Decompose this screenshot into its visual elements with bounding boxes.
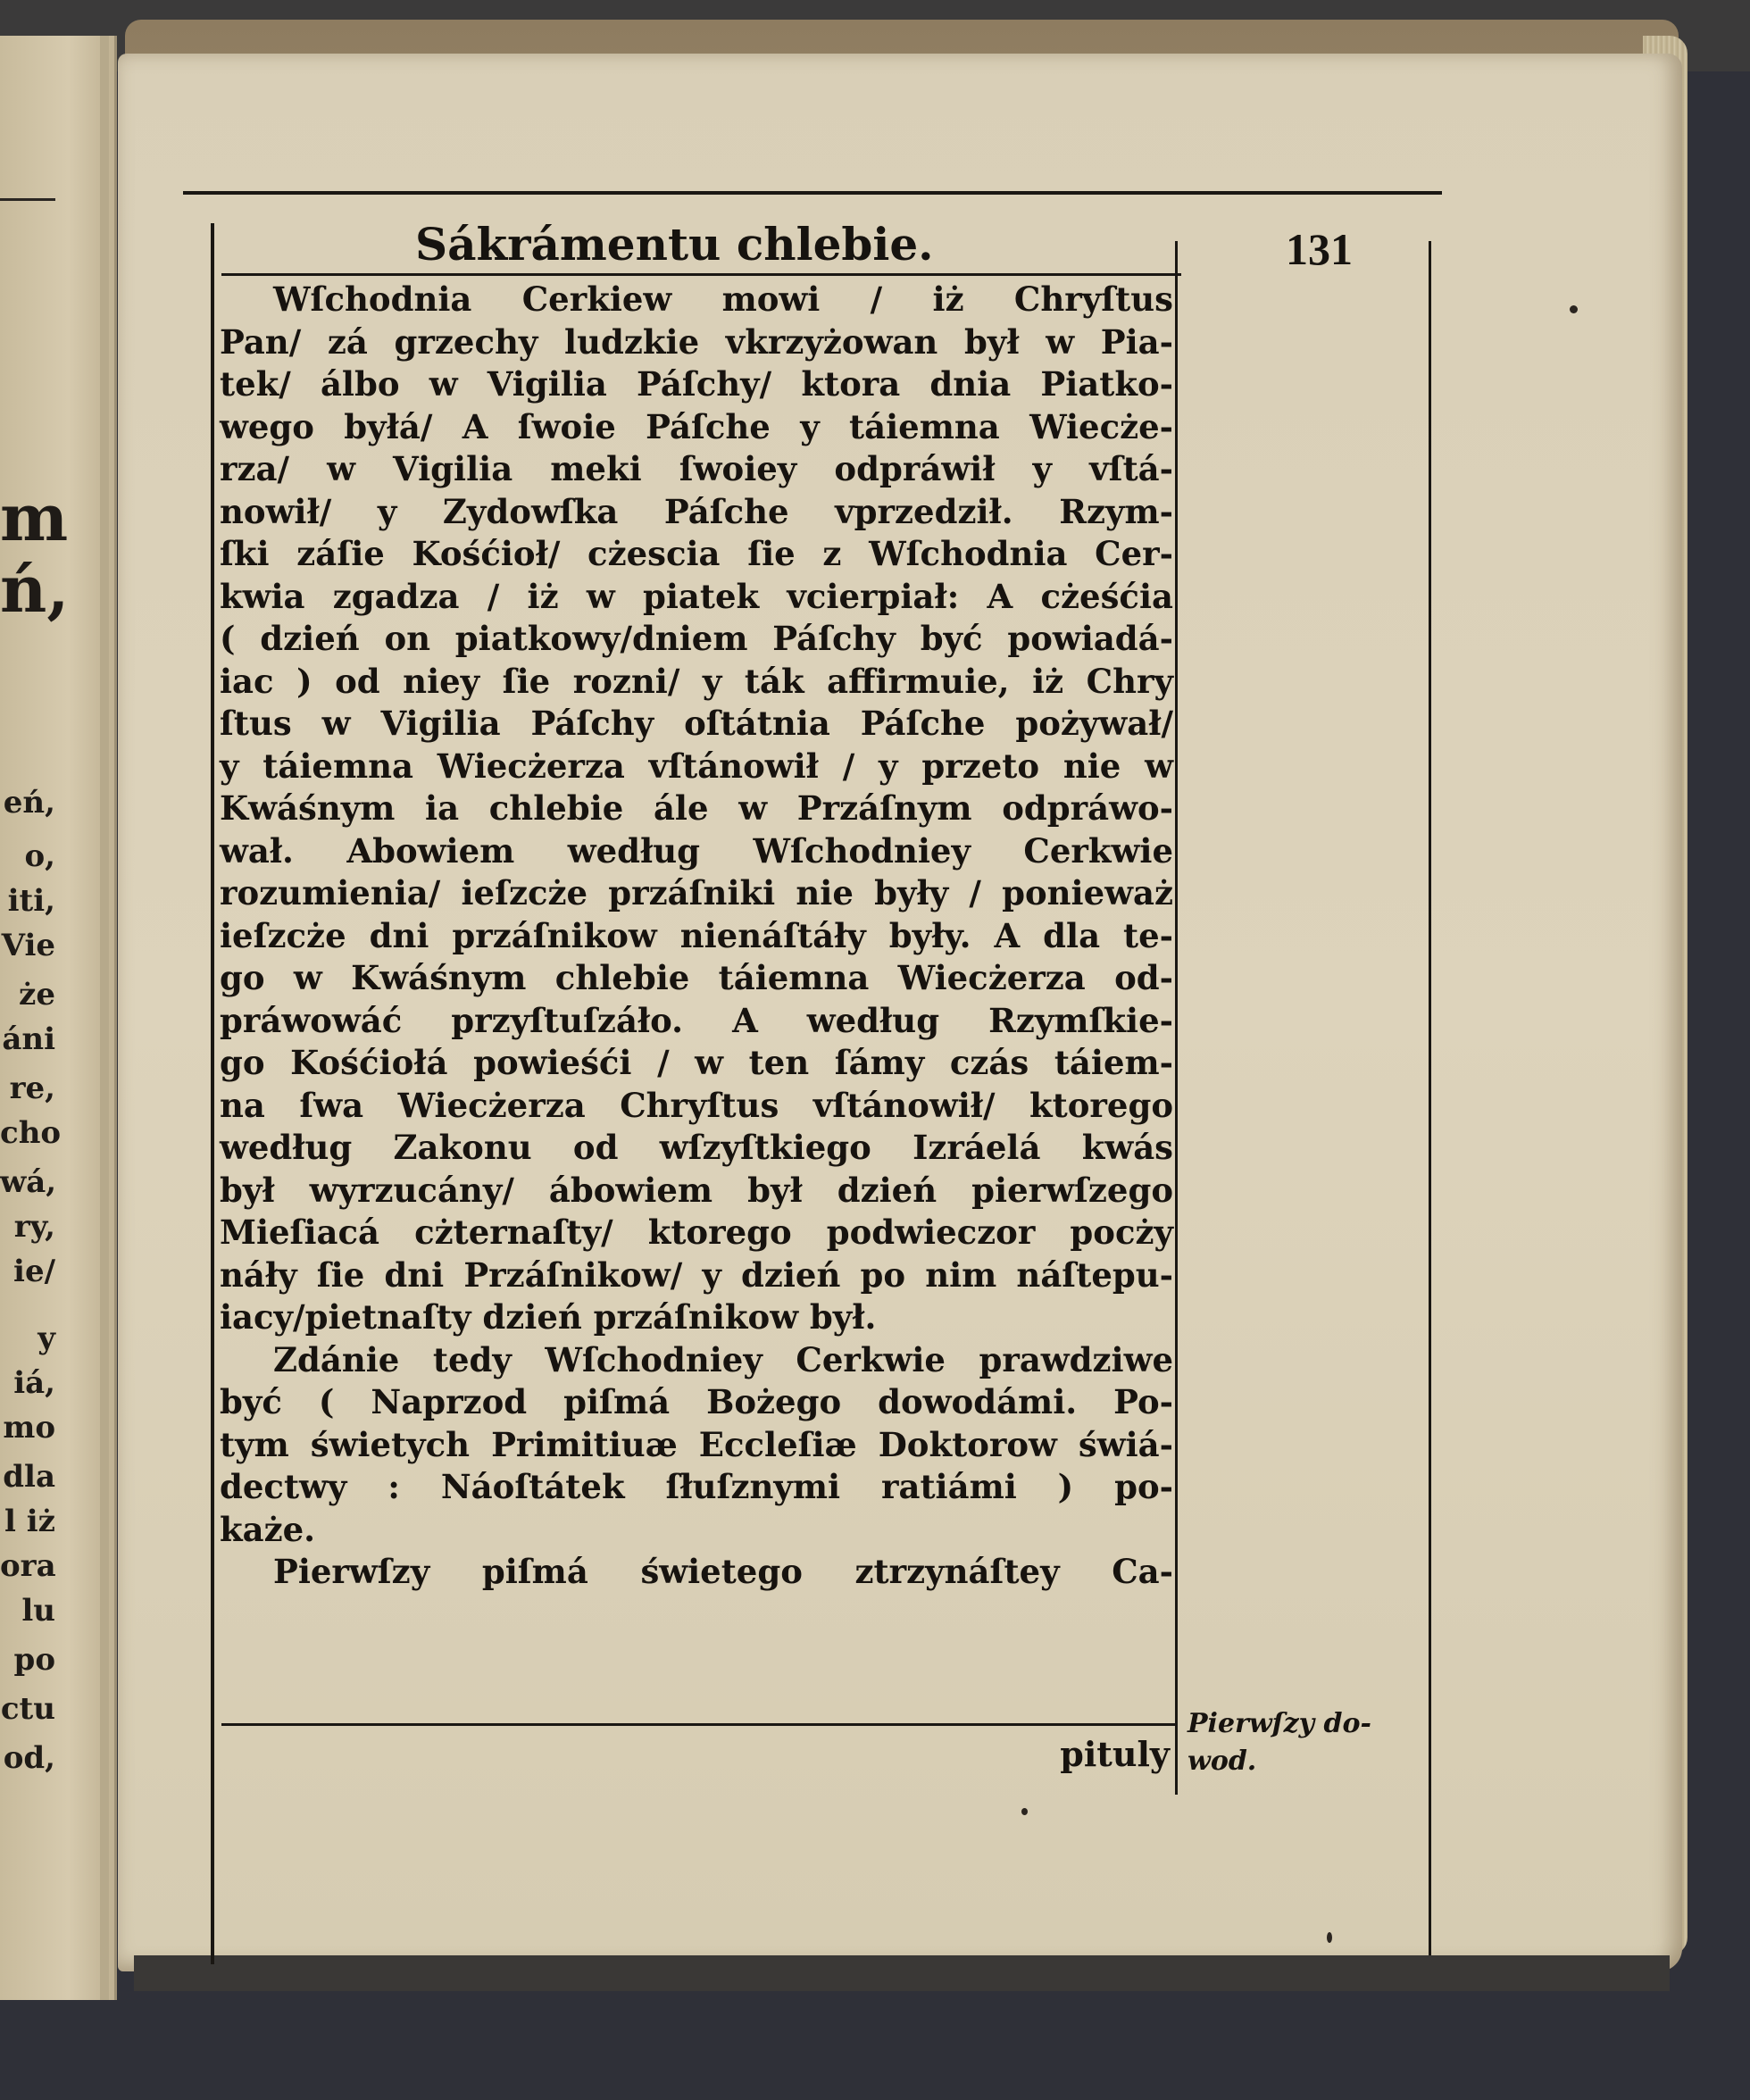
facing-page-fragment: ie/ — [13, 1254, 55, 1289]
text-line: wał. Abowiem według Wſchodniey Cerkwie — [220, 830, 1173, 871]
facing-page-rule — [0, 198, 55, 201]
page-bottom-shadow — [134, 1955, 1670, 1991]
facing-page-fragment: mo — [3, 1410, 55, 1446]
text-line: ſki záſie Kośćioł/ cżescia ſie z Wſchodnia Cer- — [220, 534, 1173, 573]
frame-left-rule — [211, 223, 214, 1964]
text-line: iacy/pietnaſty dzień przáſnikow był. — [220, 1297, 877, 1337]
facing-page-fragment: że — [19, 977, 55, 1012]
facing-page-fragment: m — [0, 479, 69, 555]
text-line: ſtus w Vigilia Páſchy oſtátnia Páſche pożywał/ — [220, 704, 1173, 743]
facing-page-fragment: re, — [9, 1071, 55, 1106]
page-number: 131 — [1286, 224, 1353, 274]
text-line: Kwáśnym ia chlebie ále w Przáſnym odpráwo- — [220, 788, 1173, 828]
facing-page-fragment: ń, — [0, 551, 70, 627]
facing-page-fragment: ctu — [0, 1691, 55, 1727]
facing-page-fragment: y — [38, 1321, 55, 1356]
facing-page-fragment: lu — [21, 1593, 55, 1629]
text-line: być ( Naprzod piſmá Bożego dowodámi. Po- — [220, 1382, 1173, 1421]
text-line: y táiemna Wiecżerza vſtánowił / y przeto nie w — [220, 746, 1173, 786]
text-line: Wſchodnia Cerkiew mowi / iż Chryſtus — [273, 279, 1173, 319]
text-line: náły ſie dni Przáſnikow/ y dzień po nim náſtepu- — [220, 1254, 1173, 1295]
text-line: go Kośćiołá powieśći / w ten ſámy czás táiem- — [220, 1043, 1173, 1082]
facing-page-fragment: o, — [24, 838, 55, 874]
bottom-text-rule — [221, 1723, 1175, 1726]
text-line: tek/ álbo w Vigilia Páſchy/ ktora dnia Piatko- — [220, 364, 1173, 404]
text-line: Mieſiacá cżternaſty/ ktorego podwieczor pocży — [220, 1212, 1173, 1252]
text-line: Pierwſzy piſmá świetego ztrzynáſtey Ca- — [273, 1552, 1173, 1591]
facing-page-fragment: po — [13, 1642, 55, 1678]
margin-note: Pierwſzy do- wod. — [1188, 1708, 1371, 1777]
main-text-block — [220, 279, 1173, 1594]
text-line: kwia zgadza / iż w piatek vcierpiał: A cżeśćia — [220, 576, 1173, 616]
facing-page-fragment: wá, — [0, 1164, 57, 1200]
text-line: Zdánie tedy Wſchodniey Cerkwie prawdziwe — [273, 1339, 1173, 1379]
text-line: tym świetych Primitiuæ Eccleſiæ Doktorow świá- — [220, 1424, 1173, 1464]
ink-speck — [1570, 305, 1578, 313]
facing-page-fragment: áni — [2, 1021, 55, 1057]
facing-page-fragment: iti, — [7, 883, 55, 919]
text-line: ieſzcże dni przáſnikow nienáſtáły były. A dla te- — [220, 915, 1173, 955]
text-column-rule — [1175, 241, 1178, 1795]
ink-speck — [1021, 1808, 1028, 1815]
text-line: na ſwa Wiecżerza Chryſtus vſtánowił/ ktorego — [220, 1085, 1173, 1125]
text-line: iac ) od niey ſie rozni/ y ták affirmuie, iż Chry — [220, 661, 1173, 701]
text-line: nowił/ y Zydowſka Páſche vprzedził. Rzym- — [220, 491, 1173, 531]
text-line: rza/ w Vigilia meki ſwoiey odpráwił y vſtá- — [220, 449, 1173, 488]
text-line: Pan/ zá grzechy ludzkie vkrzyżowan był w Pia- — [220, 321, 1173, 362]
page-fold — [100, 36, 109, 2000]
text-line: każe. — [220, 1509, 316, 1549]
text-line: według Zakonu od wſzyſtkiego Izráelá kwás — [220, 1128, 1173, 1167]
facing-page-fragment: Vie — [1, 928, 55, 963]
text-line: rozumienia/ ieſzcże przáſniki nie były / ponieważ — [220, 873, 1173, 912]
running-head: Sákrámentu chlebie. — [415, 218, 934, 271]
facing-page-fragment: eń, — [3, 785, 55, 821]
facing-page-fragment: ora — [0, 1548, 56, 1584]
text-line: ( dzień on piatkowy/dniem Páſchy być powiadá- — [220, 619, 1173, 658]
text-line: był wyrzucány/ ábowiem był dzień pierwſzego — [220, 1170, 1173, 1210]
text-line: go w Kwáśnym chlebie táiemna Wiecżerza od- — [220, 958, 1173, 997]
frame-right-rule — [1429, 241, 1431, 1955]
facing-page-fragment: od, — [3, 1740, 55, 1776]
catchword: pituly — [1060, 1734, 1170, 1774]
text-line: wego byłá/ A ſwoie Páſche y táiemna Wiecże- — [220, 406, 1173, 446]
facing-page-fragment: l iż — [4, 1504, 55, 1539]
frame-top-rule — [183, 191, 1442, 195]
facing-page-fragment: ry, — [13, 1209, 55, 1245]
text-line: práwowáć przyſtuſzáło. A według Rzymſkie- — [220, 1000, 1173, 1040]
ink-speck — [1327, 1932, 1332, 1943]
facing-page-fragment: iá, — [13, 1365, 55, 1401]
facing-page-fragment: cho — [0, 1115, 62, 1151]
text-line: dectwy : Náoſtátek ſłuſznymi ratiámi ) po- — [220, 1467, 1173, 1506]
facing-page-fragment: dla — [3, 1459, 55, 1495]
